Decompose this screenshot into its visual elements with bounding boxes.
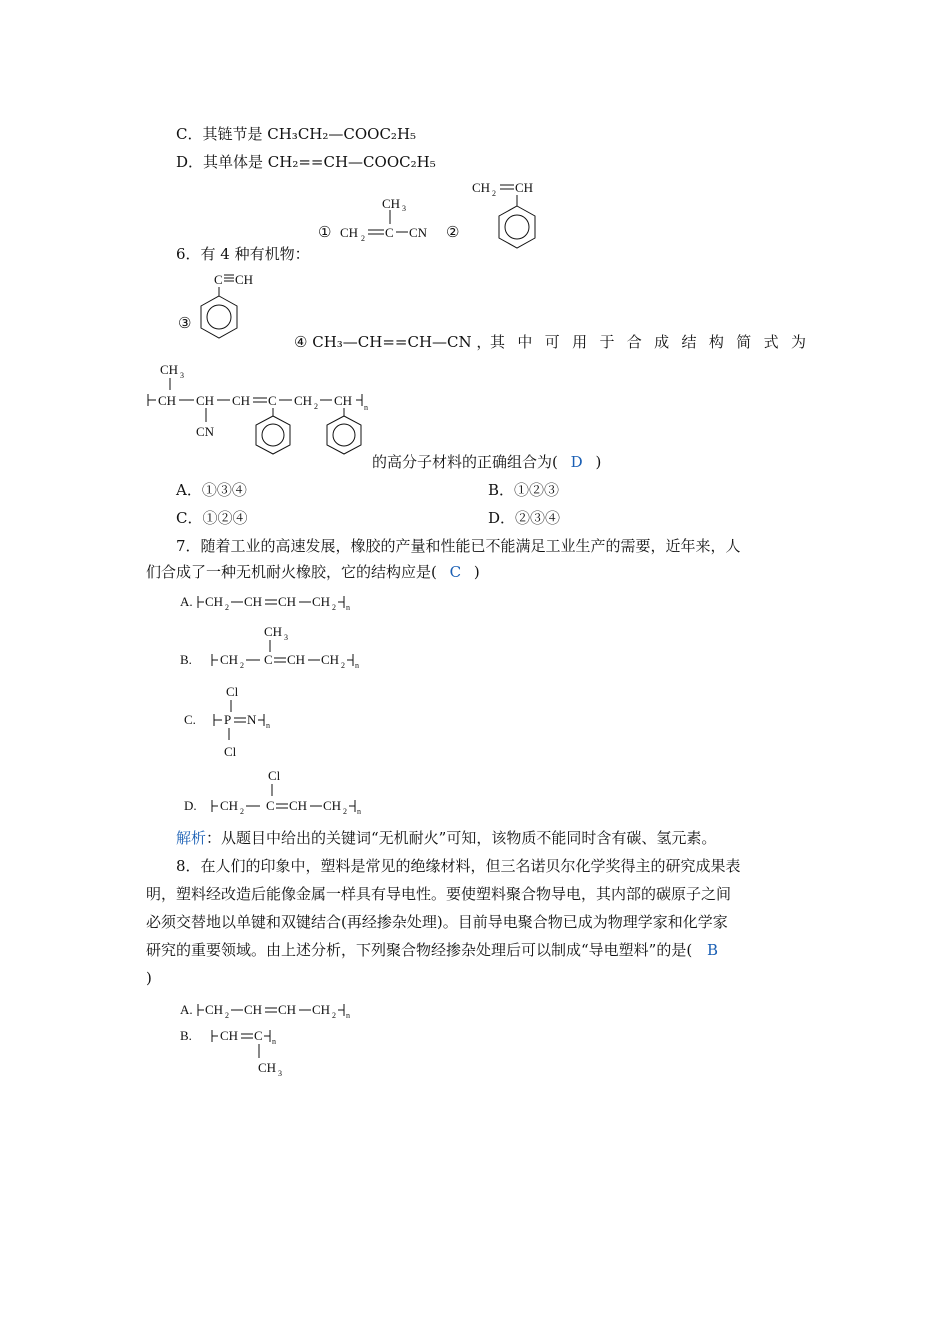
svg-text:2: 2: [332, 603, 336, 612]
svg-text:CH: CH: [258, 1060, 277, 1075]
svg-text:CH: CH: [220, 1028, 239, 1043]
q6-option-a: A．①③④: [176, 481, 247, 499]
molecule-1-number: ①: [318, 225, 332, 241]
svg-text:n: n: [346, 1011, 350, 1020]
molecule-3-c: C: [214, 272, 223, 287]
q8-line-2: 明，塑料经改造后能像金属一样具有导电性。要使塑料聚合物导电，其内部的碳原子之间: [146, 885, 732, 903]
q8-option-a-structure: [180, 998, 380, 1026]
q8-option-a-label: A.: [180, 1002, 193, 1017]
svg-text:2: 2: [225, 1011, 229, 1020]
svg-text:CH: CH: [278, 1002, 297, 1017]
molecule-1-ch2: CH: [340, 225, 359, 240]
molecule-2-ch: CH: [515, 180, 534, 195]
svg-text:n: n: [364, 403, 368, 412]
molecule-4: ④ CH₃—CH==CH—CN ，: [294, 333, 492, 351]
svg-text:2: 2: [341, 661, 345, 670]
svg-text:Cl: Cl: [226, 684, 239, 699]
svg-text:CH: CH: [289, 798, 308, 813]
svg-text:3: 3: [402, 204, 406, 213]
svg-text:CH: CH: [220, 652, 239, 667]
q7-option-c-label: C.: [184, 712, 196, 727]
q7-line-2: [146, 562, 480, 582]
q7-explanation: [176, 828, 716, 848]
svg-text:CH: CH: [287, 652, 306, 667]
molecule-1-structure: [310, 178, 460, 252]
svg-text:C: C: [268, 393, 277, 408]
svg-text:CH: CH: [196, 393, 215, 408]
svg-text:C: C: [266, 798, 275, 813]
q8-answer: B: [706, 941, 719, 959]
svg-text:n: n: [272, 1037, 276, 1046]
q6-stem: 6．有 4 种有机物：: [176, 245, 310, 263]
q6-question-end: [372, 452, 601, 472]
svg-text:CH: CH: [158, 393, 177, 408]
svg-text:2: 2: [343, 807, 347, 816]
q6-question-text: 的高分子材料的正确组合为(: [372, 453, 558, 471]
svg-text:n: n: [346, 603, 350, 612]
svg-text:CH: CH: [334, 393, 353, 408]
svg-text:CH: CH: [244, 1002, 263, 1017]
q6-answer: D: [570, 453, 583, 471]
q5-option-c: C．其链节是 CH₃CH₂—COOC₂H₅: [176, 125, 417, 143]
molecule-1-cn: CN: [409, 225, 428, 240]
svg-text:2: 2: [240, 661, 244, 670]
svg-text:2: 2: [225, 603, 229, 612]
svg-text:2: 2: [492, 189, 496, 198]
svg-text:3: 3: [284, 633, 288, 642]
svg-text:CN: CN: [196, 424, 215, 439]
q7-option-d-structure: [180, 766, 380, 820]
svg-text:3: 3: [180, 371, 184, 380]
q6-option-b: B．①②③: [488, 481, 560, 499]
svg-text:CH: CH: [312, 1002, 331, 1017]
svg-text:3: 3: [278, 1069, 282, 1078]
q7-option-c-structure: [180, 682, 320, 766]
svg-text:2: 2: [361, 234, 365, 243]
svg-text:CH: CH: [264, 624, 283, 639]
svg-text:Cl: Cl: [224, 744, 237, 759]
molecule-3-ch: CH: [235, 272, 254, 287]
svg-text:CH: CH: [278, 594, 297, 609]
q6-stem-continued: 其中可用于合成结构简式为: [490, 333, 806, 351]
q6-option-d: D．②③④: [488, 509, 561, 527]
svg-text:CH: CH: [312, 594, 331, 609]
q8-option-b-label: B.: [180, 1028, 192, 1043]
q7-option-a-label: A.: [180, 594, 193, 609]
svg-text:n: n: [266, 721, 270, 730]
svg-text:CH: CH: [160, 362, 179, 377]
molecule-2-styrene: [470, 176, 560, 260]
q7-question-text: 们合成了一种无机耐火橡胶，它的结构应是(: [146, 563, 437, 581]
svg-text:CH: CH: [294, 393, 313, 408]
q8-line-1: 8．在人们的印象中，塑料是常见的绝缘材料，但三名诺贝尔化学奖得主的研究成果表: [176, 857, 741, 875]
q7-line-1: 7．随着工业的高速发展，橡胶的产量和性能已不能满足工业生产的需要，近年来，人: [176, 537, 741, 555]
molecule-1-carbon: C: [385, 225, 394, 240]
molecule-1-ch3: CH: [382, 196, 401, 211]
q8-close-paren: ): [146, 969, 152, 987]
svg-text:2: 2: [332, 1011, 336, 1020]
svg-text:CH: CH: [205, 1002, 224, 1017]
svg-text:P: P: [224, 712, 232, 727]
svg-text:N: N: [247, 712, 257, 727]
svg-text:CH: CH: [205, 594, 224, 609]
molecule-2-ch2: CH: [472, 180, 491, 195]
q8-question-text: 研究的重要领域。由上述分析，下列聚合物经掺杂处理后可以制成“导电塑料”的是(: [146, 941, 693, 959]
q7-option-b-label: B.: [180, 652, 192, 667]
svg-text:CH: CH: [220, 798, 239, 813]
svg-text:CH: CH: [232, 393, 251, 408]
svg-text:CH: CH: [323, 798, 342, 813]
molecule-2-number: ②: [446, 225, 460, 241]
q7-option-d-label: D.: [184, 798, 197, 813]
polymer-structure-q6: [146, 358, 386, 472]
molecule-3-number: ③: [178, 316, 192, 332]
molecule-3-phenylacetylene: [176, 266, 256, 350]
q8-option-b-structure: [180, 1024, 300, 1084]
svg-text:2: 2: [314, 402, 318, 411]
q8-line-3: 必须交替地以单键和双键结合(再经掺杂处理)。目前导电聚合物已成为物理学家和化学家: [146, 913, 728, 931]
svg-text:2: 2: [240, 807, 244, 816]
q7-option-a-structure: [180, 590, 380, 618]
q8-line-4: [146, 940, 718, 960]
svg-text:CH: CH: [244, 594, 263, 609]
q6-option-c: C．①②④: [176, 509, 248, 527]
q7-explanation-text: ：从题目中给出的关键词“无机耐火”可知，该物质不能同时含有碳、氢元素。: [206, 829, 717, 847]
q7-option-b-structure: [180, 622, 380, 676]
q6-close-paren: ): [595, 453, 602, 471]
svg-text:n: n: [357, 807, 361, 816]
q5-option-d: D．其单体是 CH₂==CH—COOC₂H₅: [176, 153, 436, 171]
svg-text:n: n: [355, 661, 359, 670]
q7-answer: C: [449, 563, 462, 581]
svg-text:C: C: [254, 1028, 263, 1043]
svg-text:CH: CH: [321, 652, 340, 667]
q7-explanation-label: 解析: [176, 829, 207, 847]
q7-close-paren: ): [473, 563, 480, 581]
svg-text:C: C: [264, 652, 273, 667]
svg-text:Cl: Cl: [268, 768, 281, 783]
